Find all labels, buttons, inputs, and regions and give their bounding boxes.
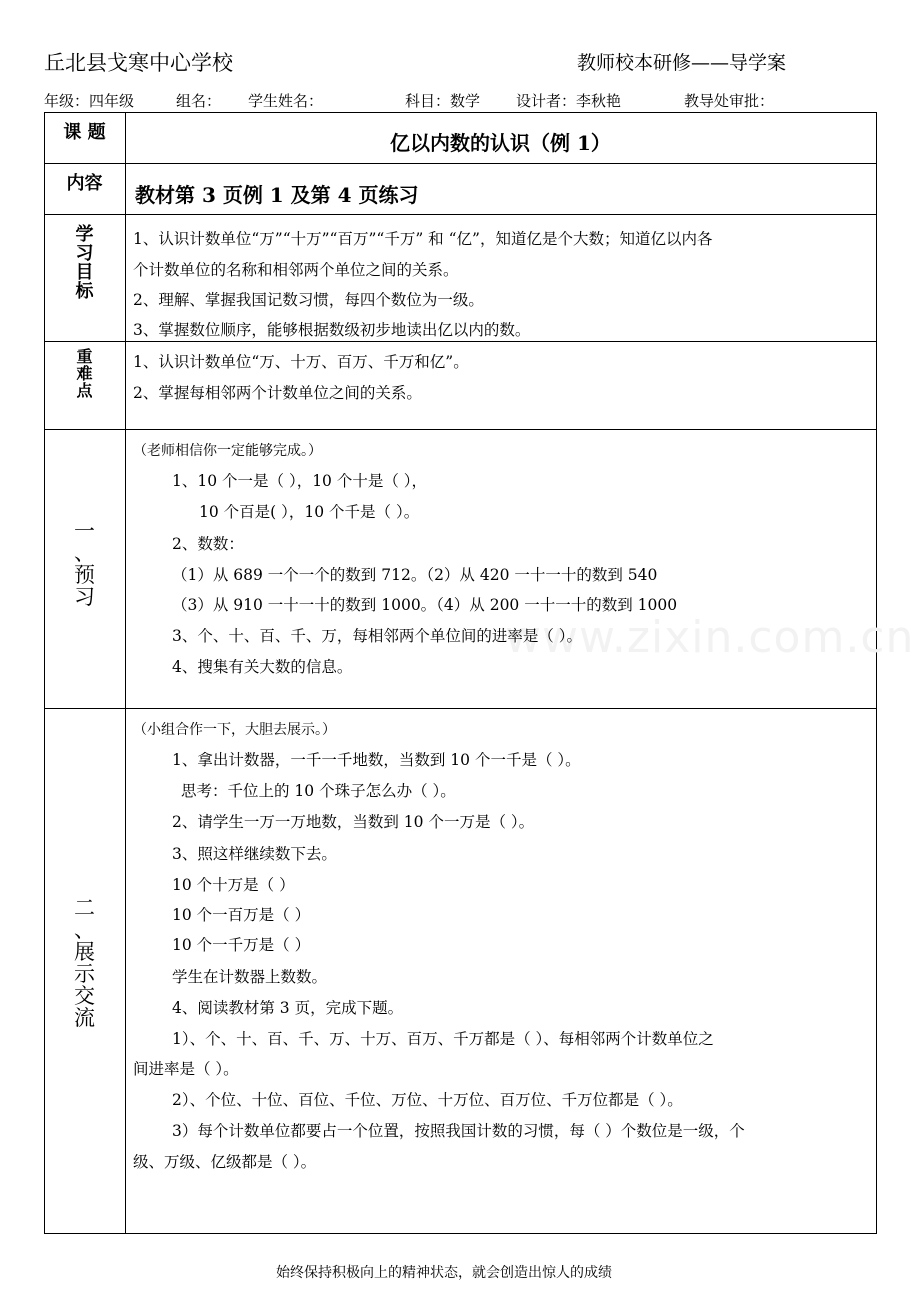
preview-label-char: 习 — [74, 585, 95, 610]
subject-field: 科目：数学 — [405, 92, 481, 110]
goal-line: 1、认识计数单位“万”“十万”“百万”“千万” 和 “亿”，知道亿是个大数；知道亿以内各 — [133, 230, 713, 248]
content-label: 内容 — [66, 173, 103, 194]
preview-label-char: 、 — [74, 541, 95, 566]
key-point-line: 1、认识计数单位“万、十万、百万、千万和亿”。 — [133, 353, 469, 371]
exchange-line: 1、拿出计数器，一千一千地数，当数到 10 个一千是（ ）。 — [172, 751, 581, 769]
student-name-field: 学生姓名： — [248, 92, 324, 110]
preview-line: 1、10 个一是（ ），10 个十是（ ）， — [172, 472, 428, 490]
lesson-title: 亿以内数的认识（例 1） — [390, 131, 611, 155]
preview-line: 3、个、十、百、千、万，每相邻两个单位间的进率是（ ）。 — [172, 627, 583, 645]
content-value: 教材第 3 页例 1 及第 4 页练习 — [135, 183, 419, 207]
key-points-label — [44, 349, 125, 399]
preview-note: （老师相信你一定能够完成。） — [133, 443, 322, 459]
group-field: 组名： — [176, 92, 222, 110]
exchange-line: 1）、个、十、百、千、万、十万、百万、千万都是（ ）、每相邻两个计数单位之 — [172, 1030, 714, 1048]
exchange-line: 间进率是（ ）。 — [133, 1060, 239, 1078]
preview-line: 10 个百是( ），10 个千是（ ）。 — [199, 503, 420, 521]
designer-field: 设计者：李秋艳 — [516, 92, 622, 110]
goal-line: 个计数单位的名称和相邻两个单位之间的关系。 — [133, 261, 459, 279]
approval-field: 教导处审批： — [684, 92, 775, 110]
preview-line: 2、数数： — [172, 535, 244, 553]
exchange-line: 4、阅读教材第 3 页，完成下题。 — [172, 999, 404, 1017]
exchange-line: 思考：千位上的 10 个珠子怎么办（ ）。 — [181, 782, 456, 800]
key-label-char: 点 — [76, 380, 93, 400]
preview-line: （1）从 689 一个一个的数到 712。（2）从 420 一十一十的数到 540 — [172, 566, 658, 584]
school-name: 丘北县戈寒中心学校 — [44, 51, 233, 75]
preview-label-char: 一 — [74, 519, 95, 543]
exchange-label-char: 、 — [74, 918, 95, 943]
grade-field: 年级：四年级 — [44, 92, 135, 110]
goals-label-char: 标 — [75, 280, 94, 302]
preview-line: 4、搜集有关大数的信息。 — [172, 658, 353, 676]
document-series: 教师校本研修——导学案 — [577, 52, 787, 74]
exchange-line: 10 个一千万是（ ） — [172, 936, 311, 954]
goal-line: 2、理解、掌握我国记数习惯，每四个数位为一级。 — [133, 291, 484, 309]
exchange-line: 2）、个位、十位、百位、千位、万位、十万位、百万位、千万位都是（ ）。 — [172, 1091, 683, 1109]
exchange-line: 10 个十万是（ ） — [172, 876, 295, 894]
goals-label-char: 学 — [75, 224, 94, 245]
goals-label — [44, 226, 125, 302]
footer-motto: 始终保持积极向上的精神状态，就会创造出惊人的成绩 — [276, 1265, 612, 1281]
goal-line: 3、掌握数位顺序，能够根据数级初步地读出亿以内的数。 — [133, 321, 531, 339]
exchange-line: 10 个一百万是（ ） — [172, 906, 311, 924]
exchange-label-char: 二 — [74, 896, 95, 920]
key-point-line: 2、掌握每相邻两个计数单位之间的关系。 — [133, 384, 422, 402]
exchange-label-char: 流 — [74, 1006, 95, 1031]
exchange-label-char: 交 — [74, 984, 95, 1009]
exchange-label — [44, 897, 125, 1029]
preview-label-char: 预 — [74, 563, 95, 588]
exchange-line: 3）每个计数单位都要占一个位置，按照我国计数的习惯，每（ ）个数位是一级，个 — [172, 1122, 745, 1140]
watermark: www.zixin.com.cn — [505, 612, 915, 663]
exchange-line: 3、照这样继续数下去。 — [172, 845, 337, 863]
exchange-note: （小组合作一下，大胆去展示。） — [133, 722, 336, 738]
goals-label-char: 目 — [75, 261, 94, 283]
preview-line: （3）从 910 一十一十的数到 1000。（4）从 200 一十一十的数到 1000 — [172, 596, 678, 614]
preview-label — [44, 520, 125, 608]
exchange-label-char: 展 — [74, 940, 95, 965]
goals-label-char: 习 — [75, 242, 94, 264]
exchange-line: 学生在计数器上数数。 — [172, 968, 328, 986]
topic-label: 课 题 — [63, 122, 106, 143]
exchange-line: 2、请学生一万一万地数，当数到 10 个一万是（ ）。 — [172, 813, 535, 831]
key-label-char: 难 — [76, 363, 93, 383]
key-label-char: 重 — [76, 347, 93, 366]
exchange-label-char: 示 — [74, 962, 95, 987]
exchange-line: 级、万级、亿级都是（ ）。 — [133, 1153, 317, 1171]
